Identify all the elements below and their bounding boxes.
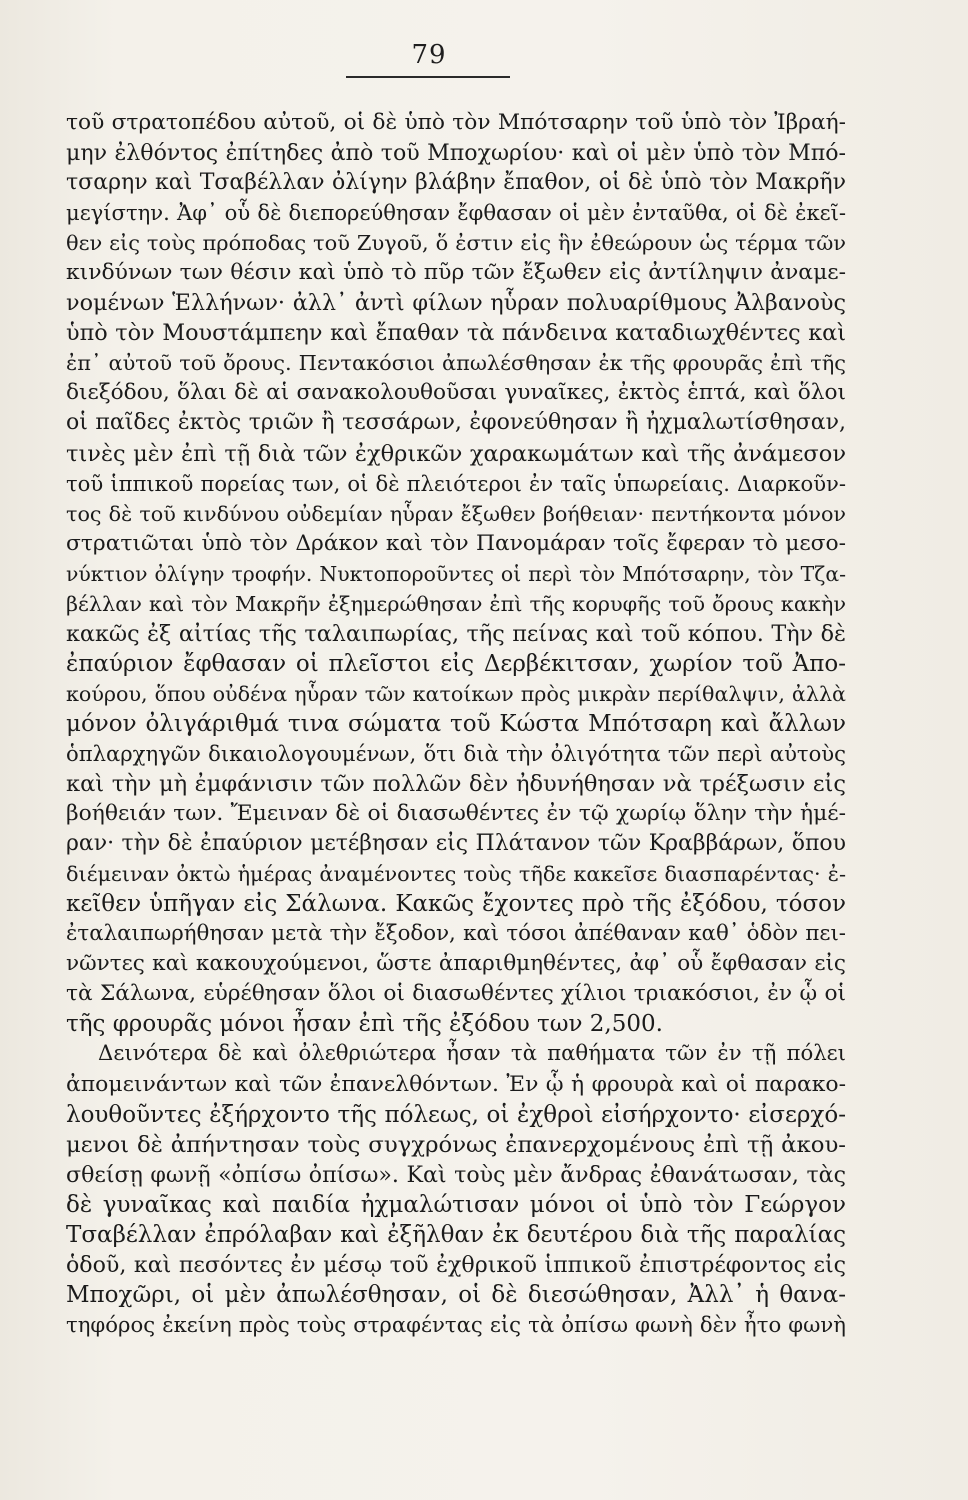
text-line: μεγίστην. Ἀφ᾿ οὗ δὲ διεπορεύθησαν ἔφθασαν οἱ μὲν ἐνταῦθα, οἱ δὲ ἐκεῖ- xyxy=(66,200,846,226)
body-text xyxy=(66,108,846,1340)
text-line: Τσαβέλλαν ἐπρόλαβαν καὶ ἐξῆλθαν ἐκ δευτέρου διὰ τῆς παραλίας xyxy=(66,1221,846,1248)
text-line: ὁπλαρχηγῶν δικαιολογουμένων, ὅτι διὰ τὴν ὀλιγότητα τῶν περὶ αὐτοὺς xyxy=(66,740,846,766)
text-line: μην ἐλθόντος ἐπίτηδες ἀπὸ τοῦ Μποχωρίου· καὶ οἱ μὲν ὑπὸ τὸν Μπό- xyxy=(66,140,846,167)
text-line: τσαρην καὶ Τσαβέλλαν ὀλίγην βλάβην ἔπαθον, οἱ δὲ ὑπὸ τὸν Μακρῆν xyxy=(66,170,846,196)
text-line: νῶντες καὶ κακουχούμενοι, ὥστε ἀπαριθμηθέντες, ἀφ᾿ οὗ ἔφθασαν εἰς xyxy=(66,951,846,977)
text-line: τος δὲ τοῦ κινδύνου οὐδεμίαν ηὗραν ἔξωθεν βοήθειαν· πεντήκοντα μόνον xyxy=(66,501,846,526)
text-line: στρατιῶται ὑπὸ τὸν Δράκον καὶ τὸν Πανομάραν τοῖς ἔφεραν τὸ μεσο- xyxy=(66,530,846,556)
text-line: κεῖθεν ὑπῆγαν εἰς Σάλωνα. Κακῶς ἔχοντες πρὸ τῆς ἐξόδου, τόσον xyxy=(66,891,846,918)
text-line: ἐπ᾿ αὐτοῦ τοῦ ὄρους. Πεντακόσιοι ἀπωλέσθησαν ἐκ τῆς φρουρᾶς ἐπὶ τῆς xyxy=(66,351,846,376)
text-line: δὲ γυναῖκας καὶ παιδία ἠχμαλώτισαν μόνοι οἱ ὑπὸ τὸν Γεώργον xyxy=(66,1191,846,1218)
text-line: τηφόρος ἐκείνη πρὸς τοὺς στραφέντας εἰς τὰ ὀπίσω φωνὴ δὲν ἦτο φωνὴ xyxy=(66,1311,846,1337)
text-line: διεξόδου, ὅλαι δὲ αἱ σανακολουθοῦσαι γυναῖκες, ἐκτὸς ἑπτά, καὶ ὅλοι xyxy=(66,380,846,406)
text-line: νομένων Ἑλλήνων· ἀλλ᾿ ἀντὶ φίλων ηὗραν πολυαρίθμους Ἀλβανοὺς xyxy=(66,290,846,317)
text-line: βέλλαν καὶ τὸν Μακρῆν ἐξημερώθησαν ἐπὶ τῆς κορυφῆς τοῦ ὄρους κακὴν xyxy=(66,591,846,616)
text-line: Μποχῶρι, οἱ μὲν ἀπωλέσθησαν, οἱ δὲ διεσώθησαν, Ἀλλ᾿ ἡ θανα- xyxy=(66,1281,846,1308)
text-line: ἐπαύριον ἔφθασαν οἱ πλεῖστοι εἰς Δερβέκιτσαν, χωρίον τοῦ Ἀπο- xyxy=(66,650,846,677)
text-line: Δεινότερα δὲ καὶ ὀλεθριώτερα ἦσαν τὰ παθήματα τῶν ἐν τῇ πόλει xyxy=(98,1041,846,1067)
text-line: διέμειναν ὀκτὼ ἡμέρας ἀναμένοντες τοὺς τῆδε κακεῖσε διασπαρέντας· ἐ- xyxy=(66,862,846,887)
text-line: ἀπομεινάντων καὶ τῶν ἐπανελθόντων. Ἐν ᾧ ἡ φρουρὰ καὶ οἱ παρακο- xyxy=(66,1071,846,1097)
text-line: τῆς φρουρᾶς μόνοι ἦσαν ἐπὶ τῆς ἐξόδου των 2,500. xyxy=(66,1011,663,1038)
text-line: τοῦ στρατοπέδου αὐτοῦ, οἱ δὲ ὑπὸ τὸν Μπότσαρην τοῦ ὑπὸ τὸν Ἰβραή- xyxy=(66,110,846,135)
text-line: νύκτιον ὀλίγην τροφήν. Νυκτοποροῦντες οἱ περὶ τὸν Μπότσαρην, τὸν Τζα- xyxy=(66,561,846,586)
text-line: τὰ Σάλωνα, εὑρέθησαν ὅλοι οἱ διασωθέντες χίλιοι τριακόσιοι, ἐν ᾧ οἱ xyxy=(66,981,846,1007)
text-line: λουθοῦντες ἐξήρχοντο τῆς πόλεως, οἱ ἐχθροὶ εἰσήρχοντο· εἰσερχό- xyxy=(66,1101,846,1128)
text-line: κακῶς ἐξ αἰτίας τῆς ταλαιπωρίας, τῆς πείνας καὶ τοῦ κόπου. Τὴν δὲ xyxy=(66,620,846,647)
text-line: μενοι δὲ ἀπήντησαν τοὺς συγχρόνως ἐπανερχομένους ἐπὶ τῇ ἀκου- xyxy=(66,1131,846,1158)
text-line: κινδύνων των θέσιν καὶ ὑπὸ τὸ πῦρ τῶν ἔξωθεν εἰς ἀντίληψιν ἀναμε- xyxy=(66,260,846,286)
text-line: καὶ τὴν μὴ ἐμφάνισιν τῶν πολλῶν δὲν ἠδυνήθησαν νὰ τρέξωσιν εἰς xyxy=(66,771,846,798)
page-number-rule xyxy=(346,76,510,78)
text-line: κούρου, ὅπου οὐδένα ηὗραν τῶν κατοίκων πρὸς μικρὰν περίθαλψιν, ἀλλὰ xyxy=(66,681,846,706)
text-line: ἐταλαιπωρήθησαν μετὰ τὴν ἔξοδον, καὶ τόσοι ἀπέθαναν καθ᾿ ὁδὸν πει- xyxy=(66,921,846,947)
text-line: μόνον ὀλιγάριθμά τινα σώματα τοῦ Κώστα Μπότσαρη καὶ ἄλλων xyxy=(66,710,846,737)
text-line: οἱ παῖδες ἐκτὸς τριῶν ἢ τεσσάρων, ἐφονεύθησαν ἢ ἠχμαλωτίσθησαν, xyxy=(66,410,846,436)
page-number: 79 xyxy=(411,40,447,70)
text-line: τινὲς μὲν ἐπὶ τῇ διὰ τῶν ἐχθρικῶν χαρακωμάτων καὶ τῆς ἀνάμεσον xyxy=(66,440,846,467)
paragraph xyxy=(66,1039,846,1339)
text-line: βοήθειάν των. Ἔμειναν δὲ οἱ διασωθέντες ἐν τῷ χωρίῳ ὅλην τὴν ἡμέ- xyxy=(66,801,846,827)
text-line: ραν· τὴν δὲ ἐπαύριον μετέβησαν εἰς Πλάτανον τῶν Κραββάρων, ὅπου xyxy=(66,831,846,857)
text-line: ὁδοῦ, καὶ πεσόντες ἐν μέσῳ τοῦ ἐχθρικοῦ ἱππικοῦ ἐπιστρέφοντος εἰς xyxy=(66,1251,846,1278)
text-line: σθείσῃ φωνῇ «ὀπίσω ὀπίσω». Καὶ τοὺς μὲν ἄνδρας ἐθανάτωσαν, τὰς xyxy=(66,1161,846,1188)
text-line: τοῦ ἱππικοῦ πορείας των, οἱ δὲ πλειότεροι ἐν ταῖς ὑπωρείαις. Διαρκοῦν- xyxy=(66,470,846,496)
paragraph xyxy=(66,108,846,1039)
text-line: θεν εἰς τοὺς πρόποδας τοῦ Ζυγοῦ, ὅ ἐστιν εἰς ἣν ἐθεώρουν ὡς τέρμα τῶν xyxy=(66,231,846,256)
text-line: ὑπὸ τὸν Μουστάμπεην καὶ ἔπαθαν τὰ πάνδεινα καταδιωχθέντες καὶ xyxy=(66,320,846,347)
